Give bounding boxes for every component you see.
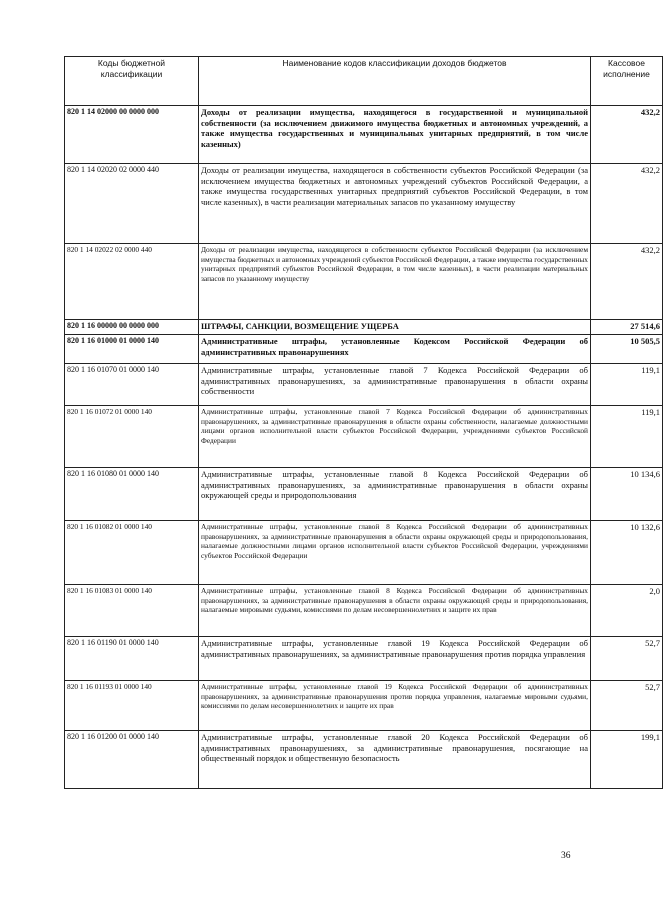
table-row — [65, 106, 663, 164]
row-amount: 10 134,6 — [591, 468, 663, 521]
row-name: Доходы от реализации имущества, находящегося в собственности субъектов Российской Федерации (за исключением имущества бюджетных и автономных учреждений субъектов Российской Федерации, а также имущества государственных унитарных предприятий субъектов Российской Федерации, в том числе казенных), в части реализации материальных запасов по указанному имуществу — [199, 164, 591, 244]
row-name: Административные штрафы, установленные Кодексом Российской Федерации об административных правонарушениях — [199, 335, 591, 364]
row-code: 820 1 16 01072 01 0000 140 — [65, 406, 199, 468]
row-name: Административные штрафы, установленные главой 19 Кодекса Российской Федерации об административных правонарушениях, за административные правонарушения против порядка управления — [199, 637, 591, 681]
row-code: 820 1 16 01070 01 0000 140 — [65, 364, 199, 406]
row-amount: 432,2 — [591, 244, 663, 320]
row-name: Административные штрафы, установленные главой 7 Кодекса Российской Федерации об административных правонарушениях, за административные правонарушения в области охраны собственности, налагаемые должностными лицами органов исполнительной власти субъектов Российской Федерации, учреждениями субъектов Российской Федерации — [199, 406, 591, 468]
row-code: 820 1 16 00000 00 0000 000 — [65, 320, 199, 335]
header-name: Наименование кодов классификации доходов бюджетов — [199, 57, 591, 106]
row-name: Административные штрафы, установленные главой 20 Кодекса Российской Федерации об административных правонарушениях, за административные правонарушения, посягающие на общественный порядок и общественную безопасность — [199, 731, 591, 789]
row-code: 820 1 14 02022 02 0000 440 — [65, 244, 199, 320]
row-amount: 432,2 — [591, 106, 663, 164]
table-row — [65, 406, 663, 468]
page-number: 36 — [561, 851, 571, 861]
table-row — [65, 244, 663, 320]
row-name: Доходы от реализации имущества, находящегося в собственности субъектов Российской Федерации (за исключением имущества бюджетных и автономных учреждений субъектов Российской Федерации, а также имущества государственных унитарных предприятий субъектов Российской Федерации, в том числе казенных), в части реализации материальных запасов по указанному имуществу — [199, 244, 591, 320]
row-code: 820 1 16 01000 01 0000 140 — [65, 335, 199, 364]
row-amount: 27 514,6 — [591, 320, 663, 335]
row-amount: 10 505,5 — [591, 335, 663, 364]
row-amount: 119,1 — [591, 364, 663, 406]
row-name: Административные штрафы, установленные главой 19 Кодекса Российской Федерации об административных правонарушениях, за административные правонарушения против порядка управления, налагаемые мировыми судьями, комиссиями по делам несовершеннолетних и защите их прав — [199, 681, 591, 731]
table-row — [65, 585, 663, 637]
table-row — [65, 468, 663, 521]
row-amount: 199,1 — [591, 731, 663, 789]
table-row — [65, 681, 663, 731]
row-name: Административные штрафы, установленные главой 8 Кодекса Российской Федерации об административных правонарушениях, за административные правонарушения в области охраны окружающей среды и природопользования — [199, 468, 591, 521]
table-row — [65, 335, 663, 364]
row-name: Административные штрафы, установленные главой 8 Кодекса Российской Федерации об административных правонарушениях, за административные правонарушения в области охраны окружающей среды и природопользования, налагаемые должностными лицами органов исполнительной власти субъектов Российской Федерации, учреждениями субъектов Российской Федерации — [199, 521, 591, 585]
row-name: Административные штрафы, установленные главой 8 Кодекса Российской Федерации об административных правонарушениях, за административные правонарушения в области охраны окружающей среды и природопользования, налагаемые мировыми судьями, комиссиями по делам несовершеннолетних и защите их прав — [199, 585, 591, 637]
row-code: 820 1 16 01082 01 0000 140 — [65, 521, 199, 585]
table-row — [65, 164, 663, 244]
row-code: 820 1 16 01200 01 0000 140 — [65, 731, 199, 789]
row-amount: 52,7 — [591, 637, 663, 681]
table-header-row — [65, 57, 663, 106]
header-code: Коды бюджетной классификации — [65, 57, 199, 106]
row-code: 820 1 16 01080 01 0000 140 — [65, 468, 199, 521]
row-code: 820 1 16 01193 01 0000 140 — [65, 681, 199, 731]
row-amount: 2,0 — [591, 585, 663, 637]
row-code: 820 1 16 01083 01 0000 140 — [65, 585, 199, 637]
row-amount: 10 132,6 — [591, 521, 663, 585]
row-amount: 119,1 — [591, 406, 663, 468]
row-name: ШТРАФЫ, САНКЦИИ, ВОЗМЕЩЕНИЕ УЩЕРБА — [199, 320, 591, 335]
table-row — [65, 364, 663, 406]
budget-table — [64, 56, 663, 789]
row-name: Доходы от реализации имущества, находящегося в государственной и муниципальной собственности (за исключением движимого имущества бюджетных и автономных учреждений, а также имущества государственных и муниципальных унитарных предприятий, в том числе казенных) — [199, 106, 591, 164]
table-row — [65, 731, 663, 789]
header-amount: Кассовое исполнение — [591, 57, 663, 106]
row-amount: 52,7 — [591, 681, 663, 731]
row-code: 820 1 16 01190 01 0000 140 — [65, 637, 199, 681]
row-amount: 432,2 — [591, 164, 663, 244]
table-row — [65, 637, 663, 681]
row-name: Административные штрафы, установленные главой 7 Кодекса Российской Федерации об административных правонарушениях, за административные правонарушения в области охраны собственности — [199, 364, 591, 406]
table-row — [65, 521, 663, 585]
table-row — [65, 320, 663, 335]
row-code: 820 1 14 02020 02 0000 440 — [65, 164, 199, 244]
row-code: 820 1 14 02000 00 0000 000 — [65, 106, 199, 164]
